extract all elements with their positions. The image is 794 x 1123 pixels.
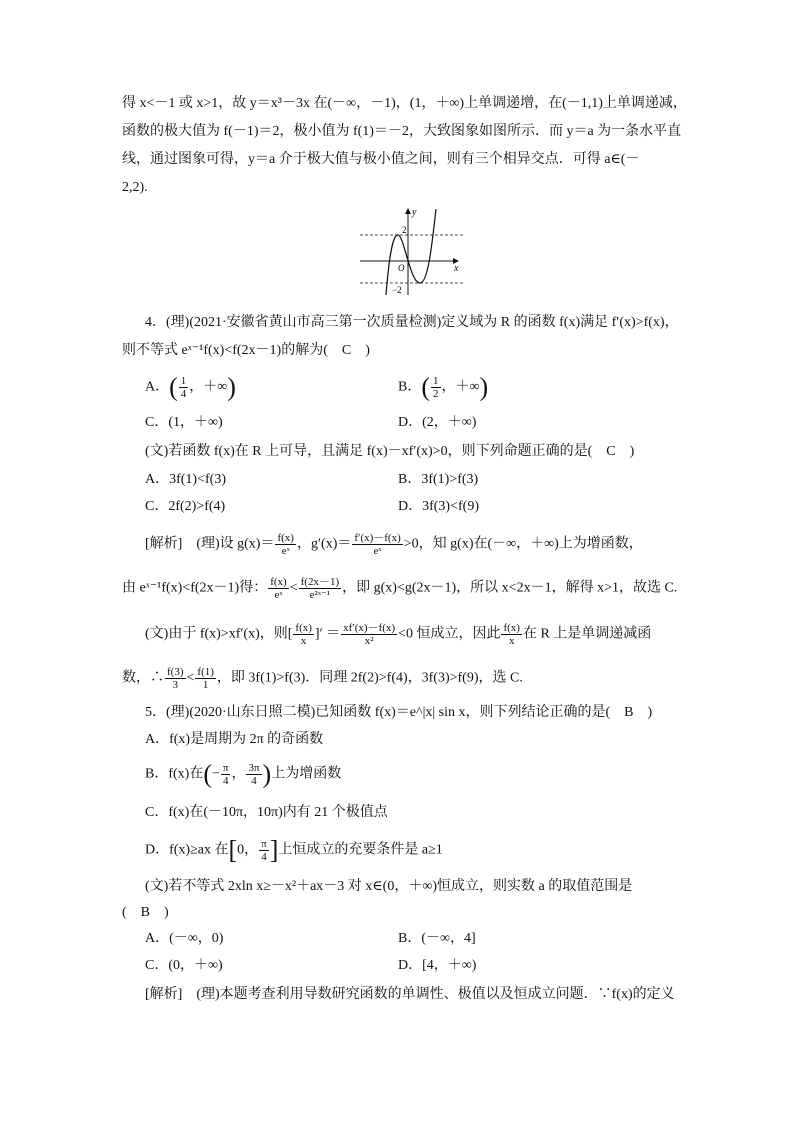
q4-option-b: B．( $\frac{1}{2}$ ，＋∞)	[398, 372, 489, 402]
q4-stem-line-2: 则不等式 eˣ⁻¹f(x)<f(2x－1)的解为( C )	[122, 343, 370, 358]
x-axis-label: x	[454, 263, 459, 274]
q4-wen-option-d: D．3f(3)<f(9)	[398, 499, 479, 514]
q5-wen-option-d: D．[4，＋∞)	[398, 958, 477, 973]
q5-wen-option-b: B．(－∞，4]	[398, 931, 476, 946]
cubic-function-graph	[360, 205, 470, 297]
q4-option-a: A．( $\frac{1}{4}$ ，＋∞)	[145, 372, 236, 402]
intro-line-4: 2,2).	[122, 180, 148, 195]
q4-wen-option-a: A．3f(1)<f(3)	[145, 472, 226, 487]
q5-wen-stem-line-2: ( B )	[122, 905, 169, 920]
q5-option-b: B．f(x)在(− $\frac{\pi}{4}$ ， $\frac{3\pi}{4}$ )上为增函数	[145, 759, 342, 789]
sol4-line-1: [解析] (理)设 g(x)＝ $\frac{f(x)}{\text{eˣ}}$ ，g′(x)＝ $\frac{f'(x)-f(x)}{\text{eˣ}}$ >0，知 g(x)在(－∞，＋∞)上为增函数，	[145, 532, 643, 557]
q4-option-d: D．(2，＋∞)	[398, 415, 477, 430]
intro-line-2: 函数的极大值为 f(－1)＝2，极小值为 f(1)＝－2，大致图象如图所示．而 y＝a 为一条水平直	[122, 124, 682, 139]
q4-wen-option-b: B．3f(1)>f(3)	[398, 472, 479, 487]
cubic-curve	[386, 209, 436, 295]
intro-line-1: 得 x<－1 或 x>1，故 y＝x³－3x 在(－∞，－1)，(1，＋∞)上单调递增，在(－1,1)上单调递减，	[122, 96, 687, 111]
max-value-label: 2	[402, 225, 407, 235]
min-value-label: −2	[392, 285, 402, 295]
q4-wen-option-c: C．2f(2)>f(4)	[145, 499, 226, 514]
sol4-line-3: (文)由于 f(x)>xf′(x)，则[ $\frac{f(x)}{x}$ ]′ ＝ $\frac{xf'(x)-f(x)}{\text{x²}}$ <0 恒成立，因此 $\frac{f(x)}{x}$ 在 R 上是单调递减函	[145, 622, 652, 647]
q4-stem-line-1: 4．(理)(2021·安徽省黄山市高三第一次质量检测)定义域为 R 的函数 f(x)满足 f′(x)>f(x)，	[145, 315, 679, 330]
sol5-line-1: [解析] (理)本题考查利用导数研究函数的单调性、极值以及恒成立问题．∵f(x)的定义	[145, 987, 675, 1002]
q4-option-c: C．(1，＋∞)	[145, 415, 223, 430]
q5-option-c: C．f(x)在(－10π，10π)内有 21 个极值点	[145, 805, 388, 820]
intro-line-3: 线，通过图象可得，y＝a 介于极大值与极小值之间，则有三个相异交点．可得 a∈(－	[122, 152, 640, 167]
q5-option-a: A．f(x)是周期为 2π 的奇函数	[145, 732, 324, 747]
q4-wen-stem: (文)若函数 f(x)在 R 上可导，且满足 f(x)－xf′(x)>0，则下列命题正确的是( C )	[145, 444, 635, 459]
q5-wen-stem-line-1: (文)若不等式 2xln x≥－x²＋ax－3 对 x∈(0，＋∞)恒成立，则实数 a 的取值范围是	[145, 879, 633, 894]
y-axis-label: y	[412, 207, 417, 218]
q5-option-d: D．f(x)≥ax 在[0， $\frac{\pi}{4}$ ]上恒成立的充要条件是 a≥1	[145, 835, 443, 865]
q5-wen-option-a: A．(－∞，0)	[145, 931, 224, 946]
origin-label: O	[398, 263, 405, 273]
sol4-line-2: 由 eˣ⁻¹f(x)<f(2x－1)得： $\frac{f(x)}{\text{eˣ}}$ < $\frac{f(2x-1)}{\text{e²ˣ⁻¹}}$ ，即 g(x)<g(2x－1)，所以 x<2x－1，解得 x>1，故选 C.	[122, 576, 678, 601]
q5-stem: 5．(理)(2020·山东日照二模)已知函数 f(x)＝e^|x| sin x，则下列结论正确的是( B )	[145, 705, 653, 720]
sol4-line-4: 数，∴ $\frac{f(3)}{3}$ < $\frac{f(1)}{1}$ ，即 3f(1)>f(3)．同理 2f(2)>f(4)，3f(3)>f(9)，选 C.	[122, 666, 523, 691]
q5-wen-option-c: C．(0，＋∞)	[145, 958, 223, 973]
